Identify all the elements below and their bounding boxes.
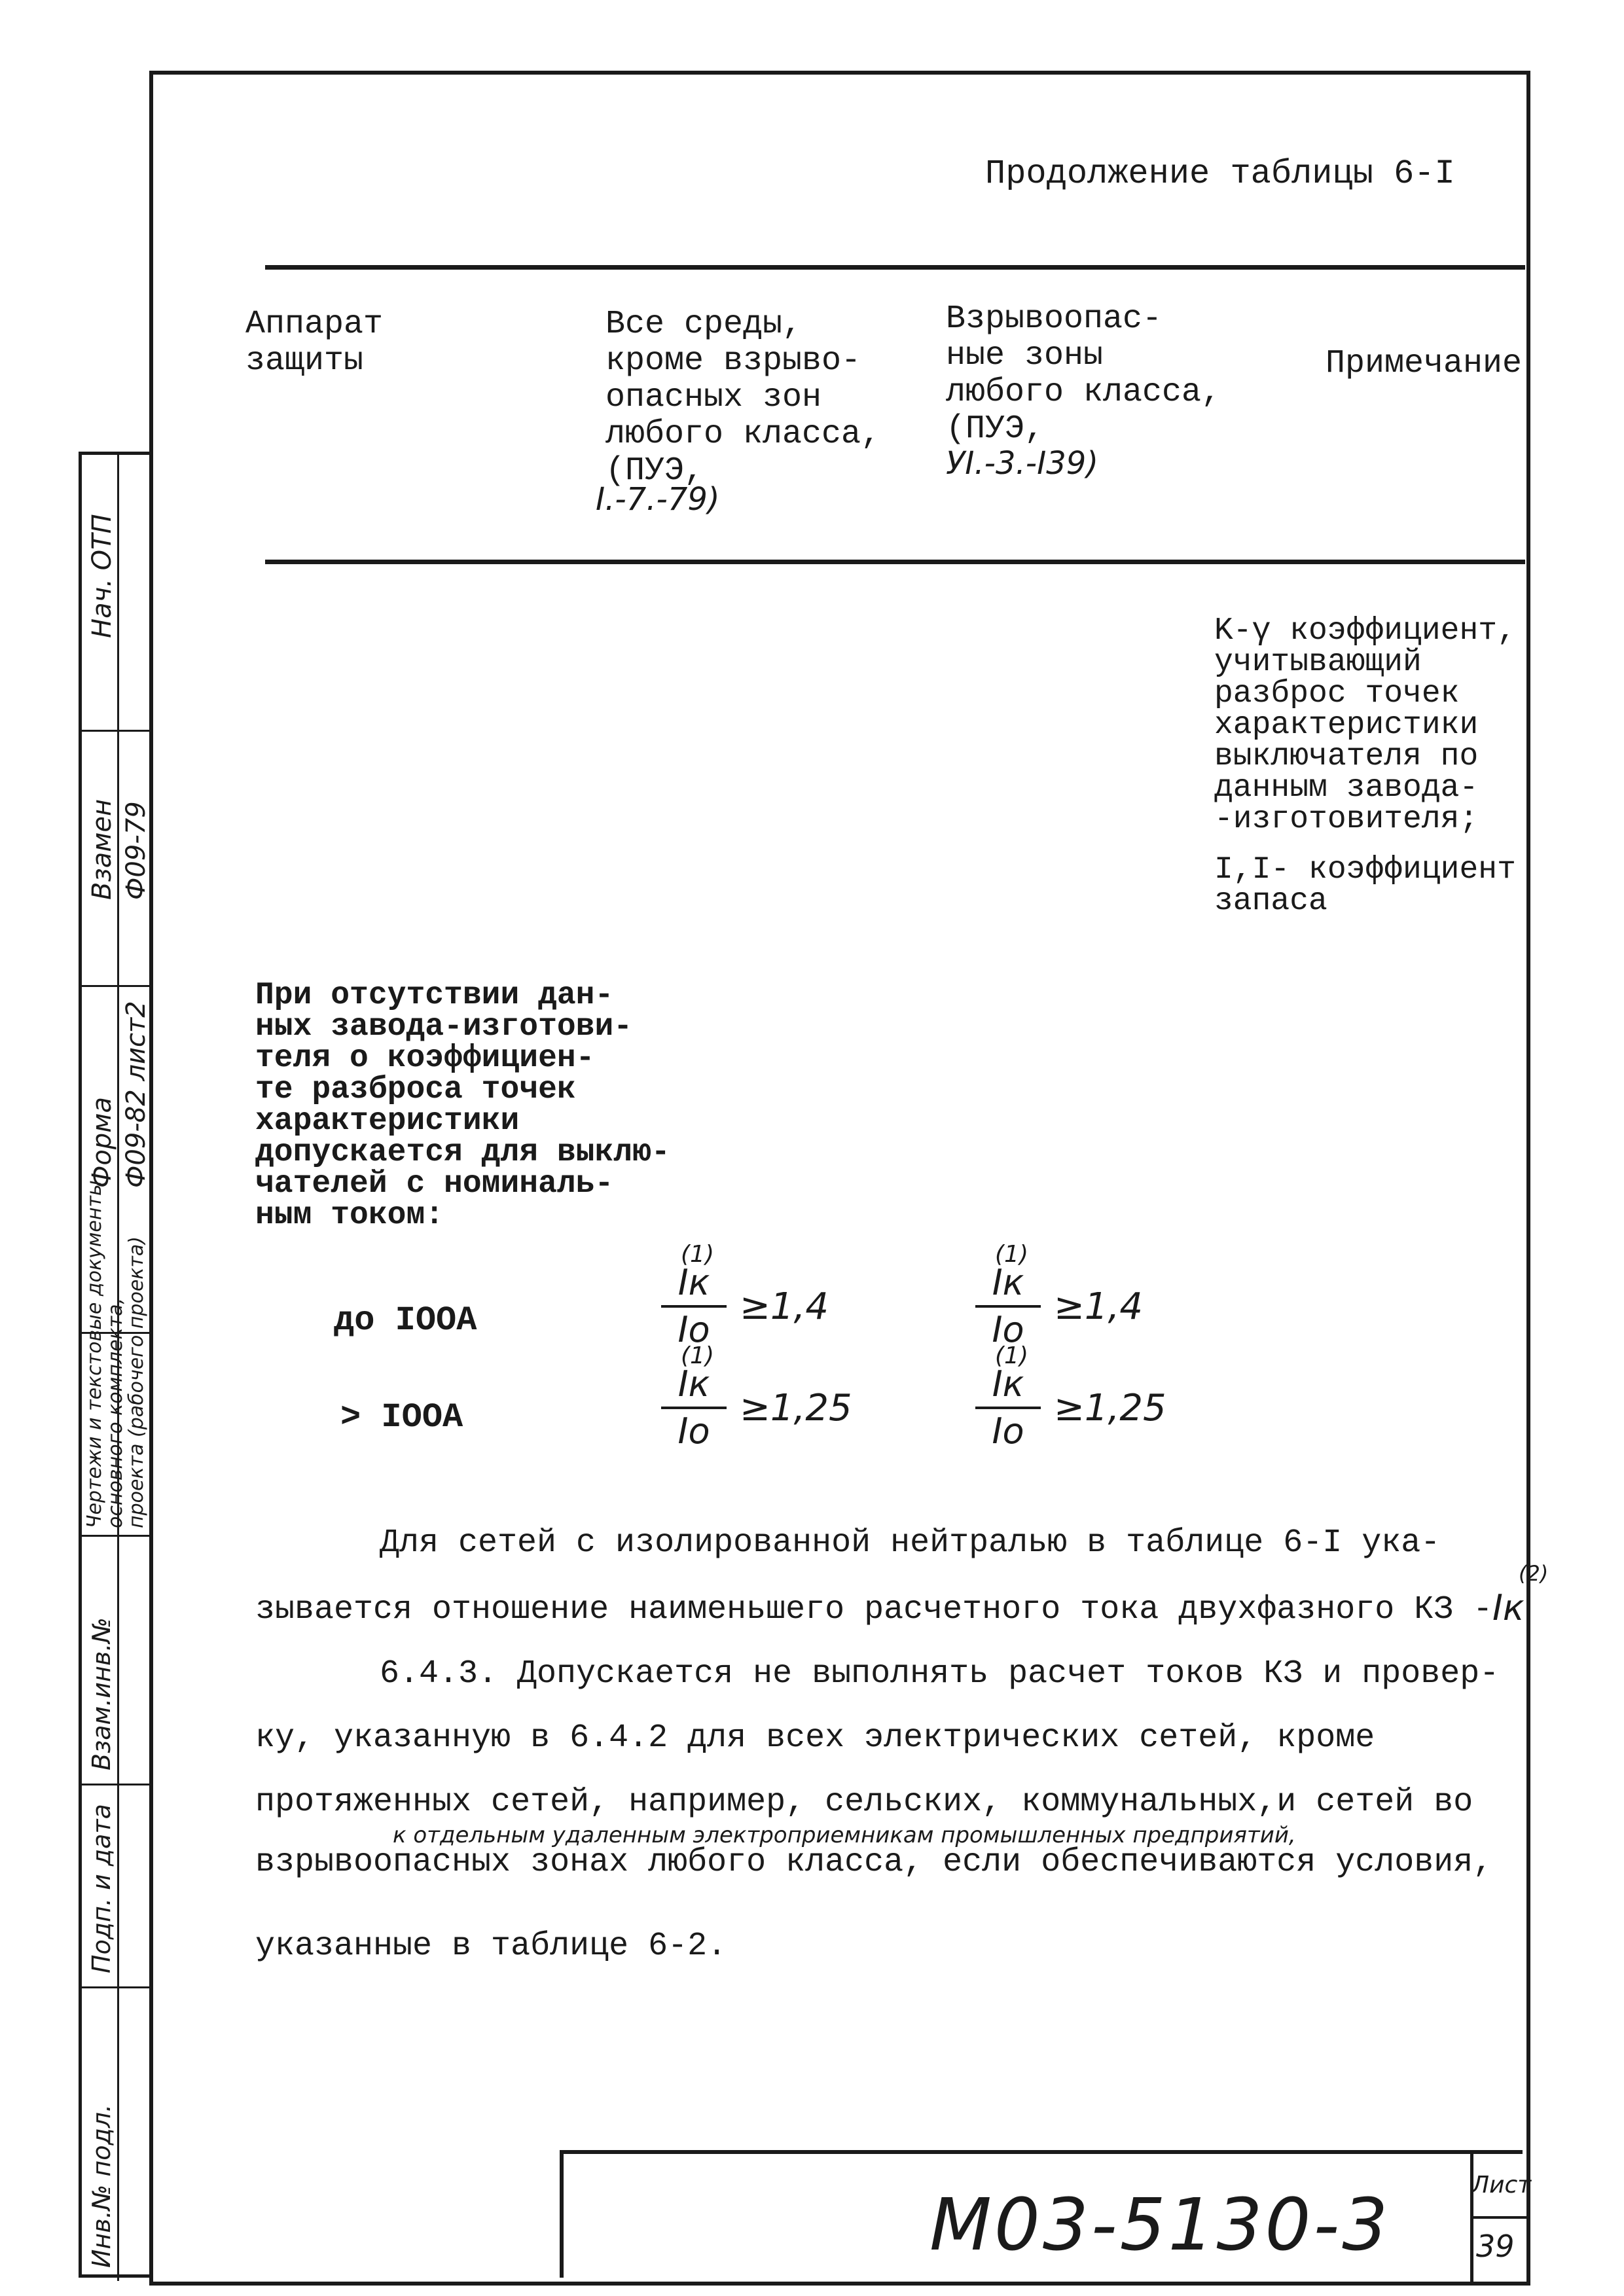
body-p1-sup: (2): [1519, 1561, 1549, 1586]
side-label-inv-podl: Инв.№ подл.: [87, 2104, 116, 2268]
body-p2-line4: взрывоопасных зонах любого класса, если обеспечиваются условия,: [255, 1844, 1493, 1881]
body-p2-line3: протяженных сетей, например, сельских, коммунальных,и сетей во: [255, 1784, 1473, 1821]
table-top-rule: [265, 265, 1525, 270]
note-k-coefficient: K-γ коэффициент, учитывающий разброс точек характеристики выключателя по данным завода- -изготовителя;: [1214, 613, 1516, 837]
ratio-row1-col2: (1) Iк Iо ≥1,4: [969, 1263, 1047, 1350]
side-label-f09-82: Ф09-82 лист2: [121, 1001, 151, 1188]
ratio-row2-col1: (1) Iк Iо ≥1,25: [655, 1365, 733, 1451]
continuation-title: Продолжение таблицы 6-I: [985, 154, 1455, 193]
ratio-row2-col2: (1) Iк Iо ≥1,25: [969, 1365, 1047, 1451]
table-header-rule: [265, 560, 1525, 564]
header-all-media: Все среды, кроме взрыво- опасных зон любого класса, (ПУЭ,: [605, 306, 881, 490]
body-p1-line1: Для сетей с изолированной нейтралью в таблице 6-I ука-: [380, 1524, 1441, 1562]
note-i-coefficient: I,I- коэффициент запаса: [1214, 852, 1516, 919]
header-explosive-ref: УI.-3.-I39): [946, 445, 1099, 482]
document-code: М03-5130-3: [929, 2183, 1391, 2267]
header-note: Примечание: [1326, 345, 1523, 382]
absence-text: При отсутствии дан- ных завода-изготови- теля о коэффициен- те разброса точек характеристики допускается для выклю- чателей с номиналь- ным током:: [255, 978, 670, 1233]
side-label-podp-data: Подп. и дата: [87, 1804, 116, 1973]
header-explosive: Взрывоопас- ные зоны любого класса, (ПУЭ,: [946, 300, 1221, 448]
row-label-over-100a: > IOOA: [340, 1398, 463, 1437]
sheet-number: 39: [1476, 2229, 1515, 2264]
body-p2-handwritten-insert: к отдельным удаленным электроприемникам промышленных предприятий,: [393, 1822, 1296, 1848]
side-label-nach-otp: Нач. ОТП: [87, 514, 117, 638]
header-all-media-ref: I.-7.-79): [596, 481, 720, 518]
body-p1-line2: зывается отношение наименьшего расчетного тока двухфазного КЗ -: [255, 1591, 1493, 1628]
side-label-vzamen: Взамен: [87, 798, 117, 900]
side-label-vzam-inv: Взам.инв.№: [87, 1617, 116, 1770]
row-label-up-to-100a: до IOOA: [334, 1301, 477, 1340]
header-apparatus: Аппарат защиты: [245, 306, 384, 380]
side-label-drawings: Чертежи и текстовые документы основного комплекта, проекта (рабочего проекта): [83, 1180, 148, 1528]
body-p1-symbol: Iк: [1492, 1587, 1525, 1628]
body-p2-line1: 6.4.3. Допускается не выполнять расчет токов КЗ и провер-: [380, 1655, 1500, 1693]
body-p2-line2: ку, указанную в 6.4.2 для всех электрических сетей, кроме: [255, 1719, 1375, 1757]
side-stamp: [79, 452, 149, 2278]
sheet-label: Лист: [1471, 2172, 1532, 2198]
side-label-forma: Форма: [87, 1097, 117, 1188]
side-label-f09-79: Ф09-79: [121, 801, 151, 900]
ratio-row1-col1: (1) Iк Iо ≥1,4: [655, 1263, 733, 1350]
body-p2-line5: указанные в таблице 6-2.: [255, 1928, 727, 1965]
